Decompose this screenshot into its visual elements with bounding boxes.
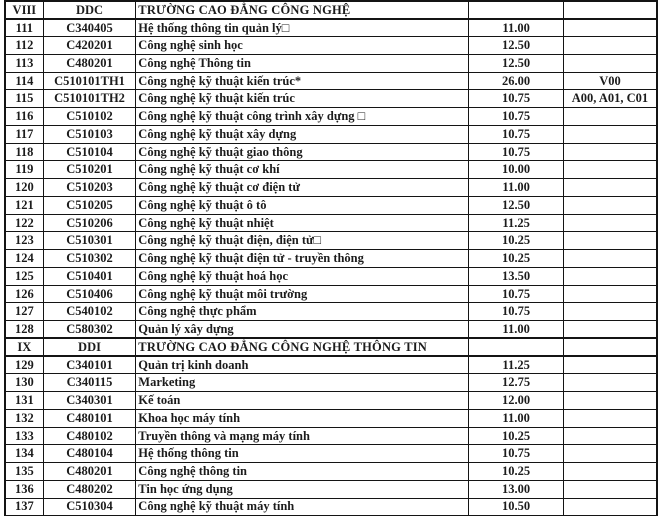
exam-blocks-cell — [563, 498, 657, 516]
exam-blocks-cell — [563, 108, 657, 126]
program-name-cell: Công nghệ kỹ thuật kiến trúc* — [136, 72, 469, 90]
score-cell: 10.75 — [469, 125, 564, 143]
exam-blocks-cell — [563, 463, 657, 481]
program-name-cell: Khoa học máy tính — [136, 409, 469, 427]
score-cell: 10.75 — [469, 90, 564, 108]
row-number-cell: 120 — [5, 179, 43, 197]
score-cell: 13.50 — [469, 267, 564, 285]
exam-blocks-cell — [563, 143, 657, 161]
program-code-cell: C340301 — [43, 392, 136, 410]
exam-blocks-cell — [563, 374, 657, 392]
row-number-cell: 116 — [5, 108, 43, 126]
exam-blocks-cell — [563, 19, 657, 37]
row-number-cell: 129 — [5, 356, 43, 374]
program-code-cell: C510101TH2 — [43, 90, 136, 108]
program-code-cell: C540102 — [43, 303, 136, 321]
program-name-cell: Công nghệ kỹ thuật cơ điện tử — [136, 179, 469, 197]
table-row — [5, 232, 657, 250]
row-number-cell: 125 — [5, 267, 43, 285]
program-code-cell: C580302 — [43, 321, 136, 339]
program-code-cell: C480104 — [43, 445, 136, 463]
row-number-cell: 130 — [5, 374, 43, 392]
section-score-cell-empty — [469, 338, 564, 356]
table-row — [5, 267, 657, 285]
score-cell: 10.50 — [469, 498, 564, 516]
exam-blocks-cell — [563, 161, 657, 179]
program-name-cell: Công nghệ kỹ thuật môi trường — [136, 285, 469, 303]
row-number-cell: 122 — [5, 214, 43, 232]
row-number-cell: 133 — [5, 427, 43, 445]
program-code-cell: C480102 — [43, 427, 136, 445]
exam-blocks-cell — [563, 214, 657, 232]
program-code-cell: C480202 — [43, 480, 136, 498]
program-name-cell: Hệ thống thông tin — [136, 445, 469, 463]
section-blocks-cell-empty — [563, 338, 657, 356]
section-header-row — [5, 338, 657, 356]
program-name-cell: Công nghệ kỹ thuật điện tử - truyền thông — [136, 250, 469, 268]
program-code-cell: C340101 — [43, 356, 136, 374]
table-row — [5, 303, 657, 321]
score-cell: 26.00 — [469, 72, 564, 90]
score-cell: 11.00 — [469, 179, 564, 197]
section-title-cell: TRƯỜNG CAO ĐẲNG CÔNG NGHỆ — [136, 1, 469, 19]
table-row — [5, 161, 657, 179]
score-cell: 12.75 — [469, 374, 564, 392]
section-code-cell: DDI — [43, 338, 136, 356]
section-score-cell-empty — [469, 1, 564, 19]
program-code-cell: C510304 — [43, 498, 136, 516]
score-cell: 11.25 — [469, 356, 564, 374]
section-header-row — [5, 1, 657, 19]
program-code-cell: C510302 — [43, 250, 136, 268]
section-blocks-cell-empty — [563, 1, 657, 19]
program-name-cell: Công nghệ kỹ thuật điện, điện tử□ — [136, 232, 469, 250]
table-row — [5, 321, 657, 339]
score-cell: 11.00 — [469, 19, 564, 37]
score-cell: 10.25 — [469, 250, 564, 268]
score-cell: 10.25 — [469, 427, 564, 445]
program-name-cell: Tin học ứng dụng — [136, 480, 469, 498]
row-number-cell: 124 — [5, 250, 43, 268]
section-roman-cell: VIII — [5, 1, 43, 19]
program-code-cell: C510206 — [43, 214, 136, 232]
program-name-cell: Công nghệ kỹ thuật xây dựng — [136, 125, 469, 143]
table-row — [5, 250, 657, 268]
table-row — [5, 480, 657, 498]
score-cell: 10.75 — [469, 303, 564, 321]
exam-blocks-cell — [563, 409, 657, 427]
row-number-cell: 112 — [5, 37, 43, 55]
exam-blocks-cell — [563, 196, 657, 214]
program-code-cell: C510301 — [43, 232, 136, 250]
score-cell: 10.75 — [469, 445, 564, 463]
table-row — [5, 54, 657, 72]
program-code-cell: C510203 — [43, 179, 136, 197]
table-row — [5, 214, 657, 232]
exam-blocks-cell — [563, 445, 657, 463]
table-row — [5, 427, 657, 445]
exam-blocks-cell: V00 — [563, 72, 657, 90]
table-row — [5, 72, 657, 90]
row-number-cell: 126 — [5, 285, 43, 303]
score-cell: 11.00 — [469, 321, 564, 339]
program-code-cell: C480201 — [43, 463, 136, 481]
program-name-cell: Marketing — [136, 374, 469, 392]
row-number-cell: 136 — [5, 480, 43, 498]
exam-blocks-cell — [563, 250, 657, 268]
program-name-cell: Công nghệ kỹ thuật nhiệt — [136, 214, 469, 232]
table-row — [5, 392, 657, 410]
row-number-cell: 118 — [5, 143, 43, 161]
exam-blocks-cell — [563, 179, 657, 197]
program-code-cell: C480201 — [43, 54, 136, 72]
table-row — [5, 463, 657, 481]
program-name-cell: Công nghệ sinh học — [136, 37, 469, 55]
exam-blocks-cell — [563, 392, 657, 410]
score-cell: 10.75 — [469, 108, 564, 126]
program-name-cell: Công nghệ thông tin — [136, 463, 469, 481]
exam-blocks-cell — [563, 285, 657, 303]
score-cell: 12.50 — [469, 54, 564, 72]
program-name-cell: Công nghệ kỹ thuật ô tô — [136, 196, 469, 214]
program-code-cell: C510103 — [43, 125, 136, 143]
program-code-cell: C480101 — [43, 409, 136, 427]
program-code-cell: C510102 — [43, 108, 136, 126]
table-row — [5, 196, 657, 214]
table-row — [5, 285, 657, 303]
program-name-cell: Công nghệ kỹ thuật hoá học — [136, 267, 469, 285]
program-name-cell: Truyền thông và mạng máy tính — [136, 427, 469, 445]
exam-blocks-cell — [563, 267, 657, 285]
score-cell: 10.75 — [469, 143, 564, 161]
table-row — [5, 356, 657, 374]
table-row — [5, 409, 657, 427]
program-code-cell: C340115 — [43, 374, 136, 392]
score-cell: 10.75 — [469, 285, 564, 303]
table-row — [5, 37, 657, 55]
program-code-cell: C510104 — [43, 143, 136, 161]
exam-blocks-cell — [563, 356, 657, 374]
program-name-cell: Công nghệ kỹ thuật kiến trúc — [136, 90, 469, 108]
table-row — [5, 125, 657, 143]
score-cell: 11.25 — [469, 214, 564, 232]
row-number-cell: 113 — [5, 54, 43, 72]
table-row — [5, 498, 657, 516]
row-number-cell: 132 — [5, 409, 43, 427]
table-row — [5, 179, 657, 197]
exam-blocks-cell — [563, 480, 657, 498]
score-cell: 12.50 — [469, 37, 564, 55]
section-title-cell: TRƯỜNG CAO ĐẲNG CÔNG NGHỆ THÔNG TIN — [136, 338, 469, 356]
row-number-cell: 117 — [5, 125, 43, 143]
score-cell: 12.50 — [469, 196, 564, 214]
row-number-cell: 131 — [5, 392, 43, 410]
table-row — [5, 445, 657, 463]
program-name-cell: Công nghệ kỹ thuật cơ khí — [136, 161, 469, 179]
score-cell: 13.00 — [469, 480, 564, 498]
row-number-cell: 123 — [5, 232, 43, 250]
row-number-cell: 111 — [5, 19, 43, 37]
section-roman-cell: IX — [5, 338, 43, 356]
table-body — [5, 1, 657, 516]
row-number-cell: 137 — [5, 498, 43, 516]
row-number-cell: 114 — [5, 72, 43, 90]
program-name-cell: Công nghệ thực phẩm — [136, 303, 469, 321]
exam-blocks-cell — [563, 303, 657, 321]
program-name-cell: Hệ thống thông tin quản lý□ — [136, 19, 469, 37]
row-number-cell: 115 — [5, 90, 43, 108]
exam-blocks-cell — [563, 54, 657, 72]
program-code-cell: C340405 — [43, 19, 136, 37]
table-row — [5, 143, 657, 161]
program-name-cell: Công nghệ kỹ thuật máy tính — [136, 498, 469, 516]
score-cell: 10.00 — [469, 161, 564, 179]
row-number-cell: 135 — [5, 463, 43, 481]
program-name-cell: Quản lý xây dựng — [136, 321, 469, 339]
program-code-cell: C510406 — [43, 285, 136, 303]
table-row — [5, 19, 657, 37]
program-name-cell: Quản trị kinh doanh — [136, 356, 469, 374]
exam-blocks-cell — [563, 125, 657, 143]
admission-scores-table — [4, 0, 658, 516]
table-row — [5, 374, 657, 392]
exam-blocks-cell — [563, 427, 657, 445]
table-row — [5, 108, 657, 126]
program-code-cell: C510401 — [43, 267, 136, 285]
exam-blocks-cell — [563, 321, 657, 339]
exam-blocks-cell — [563, 37, 657, 55]
score-cell: 12.00 — [469, 392, 564, 410]
program-name-cell: Công nghệ kỹ thuật giao thông — [136, 143, 469, 161]
section-code-cell: DDC — [43, 1, 136, 19]
program-name-cell: Kế toán — [136, 392, 469, 410]
program-code-cell: C420201 — [43, 37, 136, 55]
score-cell: 11.00 — [469, 409, 564, 427]
row-number-cell: 127 — [5, 303, 43, 321]
program-code-cell: C510101TH1 — [43, 72, 136, 90]
row-number-cell: 121 — [5, 196, 43, 214]
score-cell: 10.25 — [469, 232, 564, 250]
table-row — [5, 90, 657, 108]
row-number-cell: 134 — [5, 445, 43, 463]
exam-blocks-cell: A00, A01, C01 — [563, 90, 657, 108]
program-name-cell: Công nghệ Thông tin — [136, 54, 469, 72]
score-cell: 10.25 — [469, 463, 564, 481]
program-code-cell: C510205 — [43, 196, 136, 214]
row-number-cell: 128 — [5, 321, 43, 339]
program-code-cell: C510201 — [43, 161, 136, 179]
row-number-cell: 119 — [5, 161, 43, 179]
program-name-cell: Công nghệ kỹ thuật công trình xây dựng □ — [136, 108, 469, 126]
exam-blocks-cell — [563, 232, 657, 250]
